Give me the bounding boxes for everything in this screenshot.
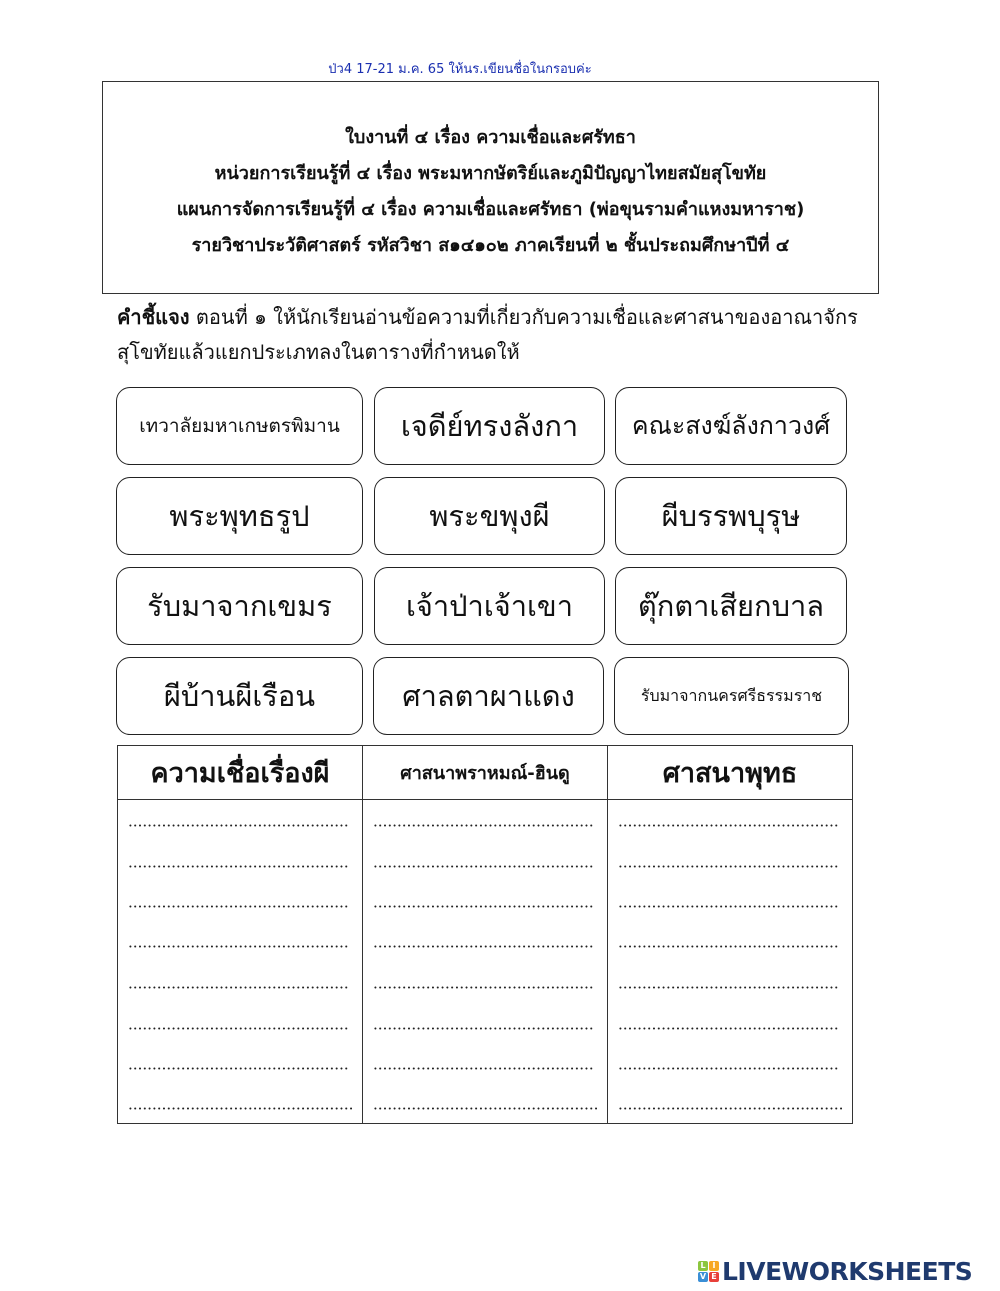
drag-card[interactable]: เทวาลัยมหาเกษตรพิมาน [116, 387, 363, 465]
column-brahmin-hindu [363, 746, 608, 1123]
answer-line[interactable] [373, 824, 595, 827]
answer-line[interactable] [373, 1067, 595, 1070]
logo-tile-i: I [709, 1261, 719, 1271]
column-buddhism [608, 746, 852, 1123]
answer-line[interactable] [618, 1027, 840, 1030]
course-info: รายวิชาประวัติศาสตร์ รหัสวิชา ส๑๔๑๐๒ ภาคเรียนที่ ๒ ชั้นประถมศึกษาปีที่ ๔ [191, 235, 790, 256]
drag-card[interactable]: รับมาจากนครศรีธรรมราช [614, 657, 849, 735]
logo-text: LIVEWORKSHEETS [722, 1257, 973, 1286]
drag-card[interactable]: เจ้าป่าเจ้าเขา [374, 567, 605, 645]
drop-zone[interactable] [608, 800, 852, 1123]
answer-line[interactable] [373, 1107, 599, 1110]
column-header: ความเชื่อเรื่องผี [118, 746, 362, 800]
column-header: ศาสนาพราหมณ์-ฮินดู [363, 746, 607, 800]
answer-line[interactable] [128, 986, 350, 989]
answer-line[interactable] [618, 986, 840, 989]
liveworksheets-logo [698, 1257, 972, 1286]
answer-line[interactable] [618, 905, 840, 908]
answer-line[interactable] [128, 905, 350, 908]
teacher-note: ป่ว4 17-21 ม.ค. 65 ให้นร.เขียนชื่อในกรอบค่ะ [328, 62, 592, 77]
worksheet-title: ใบงานที่ ๔ เรื่อง ความเชื่อและศรัทธา [345, 127, 636, 148]
answer-line[interactable] [373, 865, 595, 868]
drag-card[interactable]: คณะสงฆ์ลังกาวงศ์ [615, 387, 847, 465]
answer-line[interactable] [373, 945, 595, 948]
logo-tile-l: L [698, 1261, 708, 1271]
column-header: ศาสนาพุทธ [608, 746, 852, 800]
logo-tile-e: E [709, 1272, 719, 1282]
answer-line[interactable] [128, 1027, 350, 1030]
drag-card[interactable]: เจดีย์ทรงลังกา [374, 387, 605, 465]
drag-card[interactable]: ผีบ้านผีเรือน [116, 657, 363, 735]
sorting-table [117, 745, 853, 1124]
worksheet-header-box [102, 81, 879, 294]
answer-line[interactable] [128, 1067, 350, 1070]
drop-zone[interactable] [363, 800, 607, 1123]
drag-card[interactable]: รับมาจากเขมร [116, 567, 363, 645]
drag-card[interactable]: ตุ๊กตาเสียกบาล [615, 567, 847, 645]
live-logo-icon [698, 1261, 719, 1282]
answer-line[interactable] [618, 1067, 840, 1070]
answer-line[interactable] [618, 1107, 844, 1110]
answer-line[interactable] [618, 945, 840, 948]
answer-line[interactable] [618, 824, 840, 827]
learning-unit: หน่วยการเรียนรู้ที่ ๔ เรื่อง พระมหากษัตริย์และภูมิปัญญาไทยสมัยสุโขทัย [214, 163, 767, 184]
answer-line[interactable] [128, 824, 350, 827]
instructions-text: ตอนที่ ๑ ให้นักเรียนอ่านข้อความที่เกี่ยวกับความเชื่อและศาสนาของอาณาจักรสุโขทัยแล้วแยกประเภทลงในตารางที่กำหนดให้ [117, 305, 858, 364]
drag-card[interactable]: พระพุทธรูป [116, 477, 363, 555]
drop-zone[interactable] [118, 800, 362, 1123]
drag-card[interactable]: ศาลตาผาแดง [373, 657, 604, 735]
instructions [117, 300, 877, 370]
drag-card[interactable]: ผีบรรพบุรุษ [615, 477, 847, 555]
answer-line[interactable] [373, 986, 595, 989]
answer-line[interactable] [128, 1107, 354, 1110]
answer-line[interactable] [618, 865, 840, 868]
answer-line[interactable] [373, 1027, 595, 1030]
logo-tile-v: V [699, 1272, 707, 1281]
drag-card[interactable]: พระขพุงผี [374, 477, 605, 555]
column-ghost-beliefs [118, 746, 363, 1123]
instructions-lead: คำชี้แจง [117, 305, 190, 329]
answer-line[interactable] [128, 945, 350, 948]
answer-line[interactable] [128, 865, 350, 868]
answer-line[interactable] [373, 905, 595, 908]
lesson-plan: แผนการจัดการเรียนรู้ที่ ๔ เรื่อง ความเชื่อและศรัทธา (พ่อขุนรามคำแหงมหาราช) [176, 199, 805, 220]
